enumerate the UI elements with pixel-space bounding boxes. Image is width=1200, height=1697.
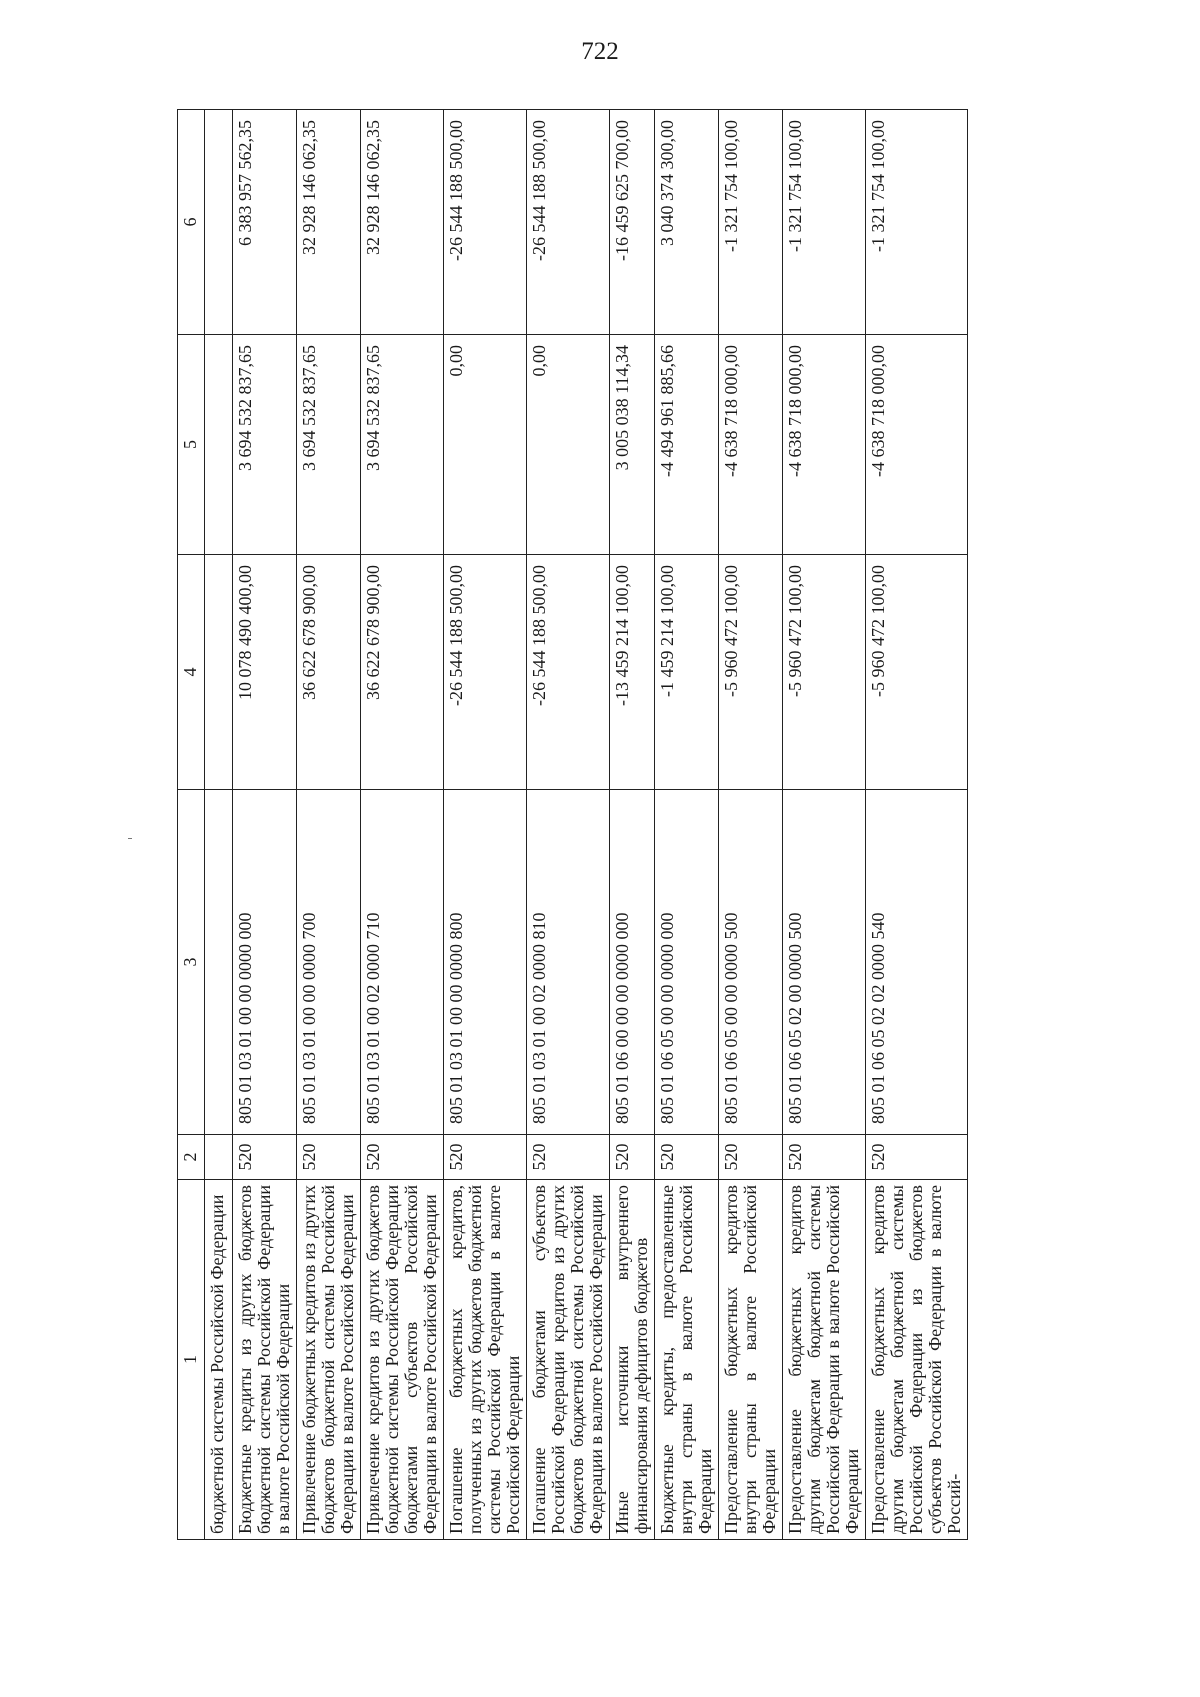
row-code: 520 xyxy=(444,1135,527,1180)
column-number: 2 xyxy=(178,1135,205,1180)
table-row xyxy=(783,110,866,1540)
rotated-table-container xyxy=(177,110,1057,1540)
column-number: 4 xyxy=(178,555,205,790)
row-col5-value: 3 694 532 837,65 xyxy=(297,335,361,555)
row-col5-value: 0,00 xyxy=(527,335,610,555)
row-col6-value: 3 040 374 300,00 xyxy=(655,110,719,335)
table-row xyxy=(866,110,968,1540)
row-name: Погашение бюджетных кредитов, полученных из других бюджетов бюджетной системы Российской Федерации в валюте Российской Федерации xyxy=(444,1180,527,1540)
row-col4-value: -5 960 472 100,00 xyxy=(866,555,968,790)
row-col6-value: -16 459 625 700,00 xyxy=(610,110,655,335)
row-name: Предоставление бюджетных кредитов другим бюджетам бюджетной системы Российской Федерации в валюте Российской Федерации xyxy=(783,1180,866,1540)
row-name: Привлечение кредитов из других бюджетов бюджетной системы Российской Федерации бюджетами субъектов Российской Федерации в валюте Российской Федерации xyxy=(361,1180,444,1540)
row-col5-value: 3 694 532 837,65 xyxy=(361,335,444,555)
row-col5-value: 3 005 038 114,34 xyxy=(610,335,655,555)
row-col4-value: -1 459 214 100,00 xyxy=(655,555,719,790)
row-kbk: 805 01 06 05 02 02 0000 540 xyxy=(866,790,968,1135)
table-row xyxy=(655,110,719,1540)
row-kbk: 805 01 03 01 00 02 0000 710 xyxy=(361,790,444,1135)
continued-text: бюджетной системы Российской Федерации xyxy=(205,1180,233,1540)
row-col5-value: -4 494 961 885,66 xyxy=(655,335,719,555)
table-row xyxy=(297,110,361,1540)
row-col6-value: 32 928 146 062,35 xyxy=(361,110,444,335)
row-kbk: 805 01 03 01 00 00 0000 800 xyxy=(444,790,527,1135)
row-kbk: 805 01 06 05 00 00 0000 000 xyxy=(655,790,719,1135)
row-code: 520 xyxy=(233,1135,297,1180)
row-col4-value: -5 960 472 100,00 xyxy=(783,555,866,790)
row-col4-value: 36 622 678 900,00 xyxy=(297,555,361,790)
row-col6-value: 32 928 146 062,35 xyxy=(297,110,361,335)
continued-row xyxy=(205,110,233,1540)
column-number: 6 xyxy=(178,110,205,335)
page-number: 722 xyxy=(581,38,619,65)
row-name: Предоставление бюджетных кредитов внутри страны в валюте Российской Федерации xyxy=(719,1180,783,1540)
scan-speck xyxy=(128,838,132,839)
table-row xyxy=(361,110,444,1540)
row-col5-value: 0,00 xyxy=(444,335,527,555)
row-col6-value: -1 321 754 100,00 xyxy=(783,110,866,335)
column-number: 1 xyxy=(178,1180,205,1540)
row-code: 520 xyxy=(866,1135,968,1180)
row-col5-value: -4 638 718 000,00 xyxy=(866,335,968,555)
row-kbk: 805 01 06 00 00 00 0000 000 xyxy=(610,790,655,1135)
row-code: 520 xyxy=(297,1135,361,1180)
row-kbk: 805 01 06 05 00 00 0000 500 xyxy=(719,790,783,1135)
row-code: 520 xyxy=(527,1135,610,1180)
row-kbk: 805 01 03 01 00 00 0000 700 xyxy=(297,790,361,1135)
row-col6-value: 6 383 957 562,35 xyxy=(233,110,297,335)
row-kbk: 805 01 06 05 02 00 0000 500 xyxy=(783,790,866,1135)
row-kbk: 805 01 03 01 00 00 0000 000 xyxy=(233,790,297,1135)
row-code: 520 xyxy=(361,1135,444,1180)
row-col5-value: 3 694 532 837,65 xyxy=(233,335,297,555)
row-col6-value: -26 544 188 500,00 xyxy=(444,110,527,335)
row-code: 520 xyxy=(610,1135,655,1180)
row-name: Иные источники внутреннего финансирования дефицитов бюджетов xyxy=(610,1180,655,1540)
row-col5-value: -4 638 718 000,00 xyxy=(719,335,783,555)
row-col4-value: -5 960 472 100,00 xyxy=(719,555,783,790)
row-name: Бюджетные кредиты, предоставленные внутри страны в валюте Российской Федерации xyxy=(655,1180,719,1540)
row-name: Привлечение бюджетных кредитов из других бюджетов бюджетной системы Российской Федерации в валюте Российской Федерации xyxy=(297,1180,361,1540)
row-col6-value: -1 321 754 100,00 xyxy=(866,110,968,335)
table-row xyxy=(444,110,527,1540)
row-col4-value: 10 078 490 400,00 xyxy=(233,555,297,790)
column-number: 3 xyxy=(178,790,205,1135)
row-col5-value: -4 638 718 000,00 xyxy=(783,335,866,555)
column-number: 5 xyxy=(178,335,205,555)
table-row xyxy=(233,110,297,1540)
row-code: 520 xyxy=(783,1135,866,1180)
row-col4-value: 36 622 678 900,00 xyxy=(361,555,444,790)
row-col6-value: -1 321 754 100,00 xyxy=(719,110,783,335)
table-row xyxy=(719,110,783,1540)
budget-sources-table xyxy=(177,109,968,1540)
row-col6-value: -26 544 188 500,00 xyxy=(527,110,610,335)
column-number-row xyxy=(178,110,205,1540)
row-name: Погашение бюджетами субъектов Российской Федерации кредитов из других бюджетов бюджетной системы Российской Федерации в валюте Российской Федерации xyxy=(527,1180,610,1540)
row-kbk: 805 01 03 01 00 02 0000 810 xyxy=(527,790,610,1135)
row-col4-value: -26 544 188 500,00 xyxy=(444,555,527,790)
row-name: Предоставление бюджетных кредитов другим бюджетам бюджетной системы Российской Федерации из бюджетов субъектов Российской Федерации в валюте Россий- xyxy=(866,1180,968,1540)
row-code: 520 xyxy=(655,1135,719,1180)
row-name: Бюджетные кредиты из других бюджетов бюджетной системы Российской Федерации в валюте Российской Федерации xyxy=(233,1180,297,1540)
row-code: 520 xyxy=(719,1135,783,1180)
row-col4-value: -13 459 214 100,00 xyxy=(610,555,655,790)
table-row xyxy=(527,110,610,1540)
row-col4-value: -26 544 188 500,00 xyxy=(527,555,610,790)
table-row xyxy=(610,110,655,1540)
